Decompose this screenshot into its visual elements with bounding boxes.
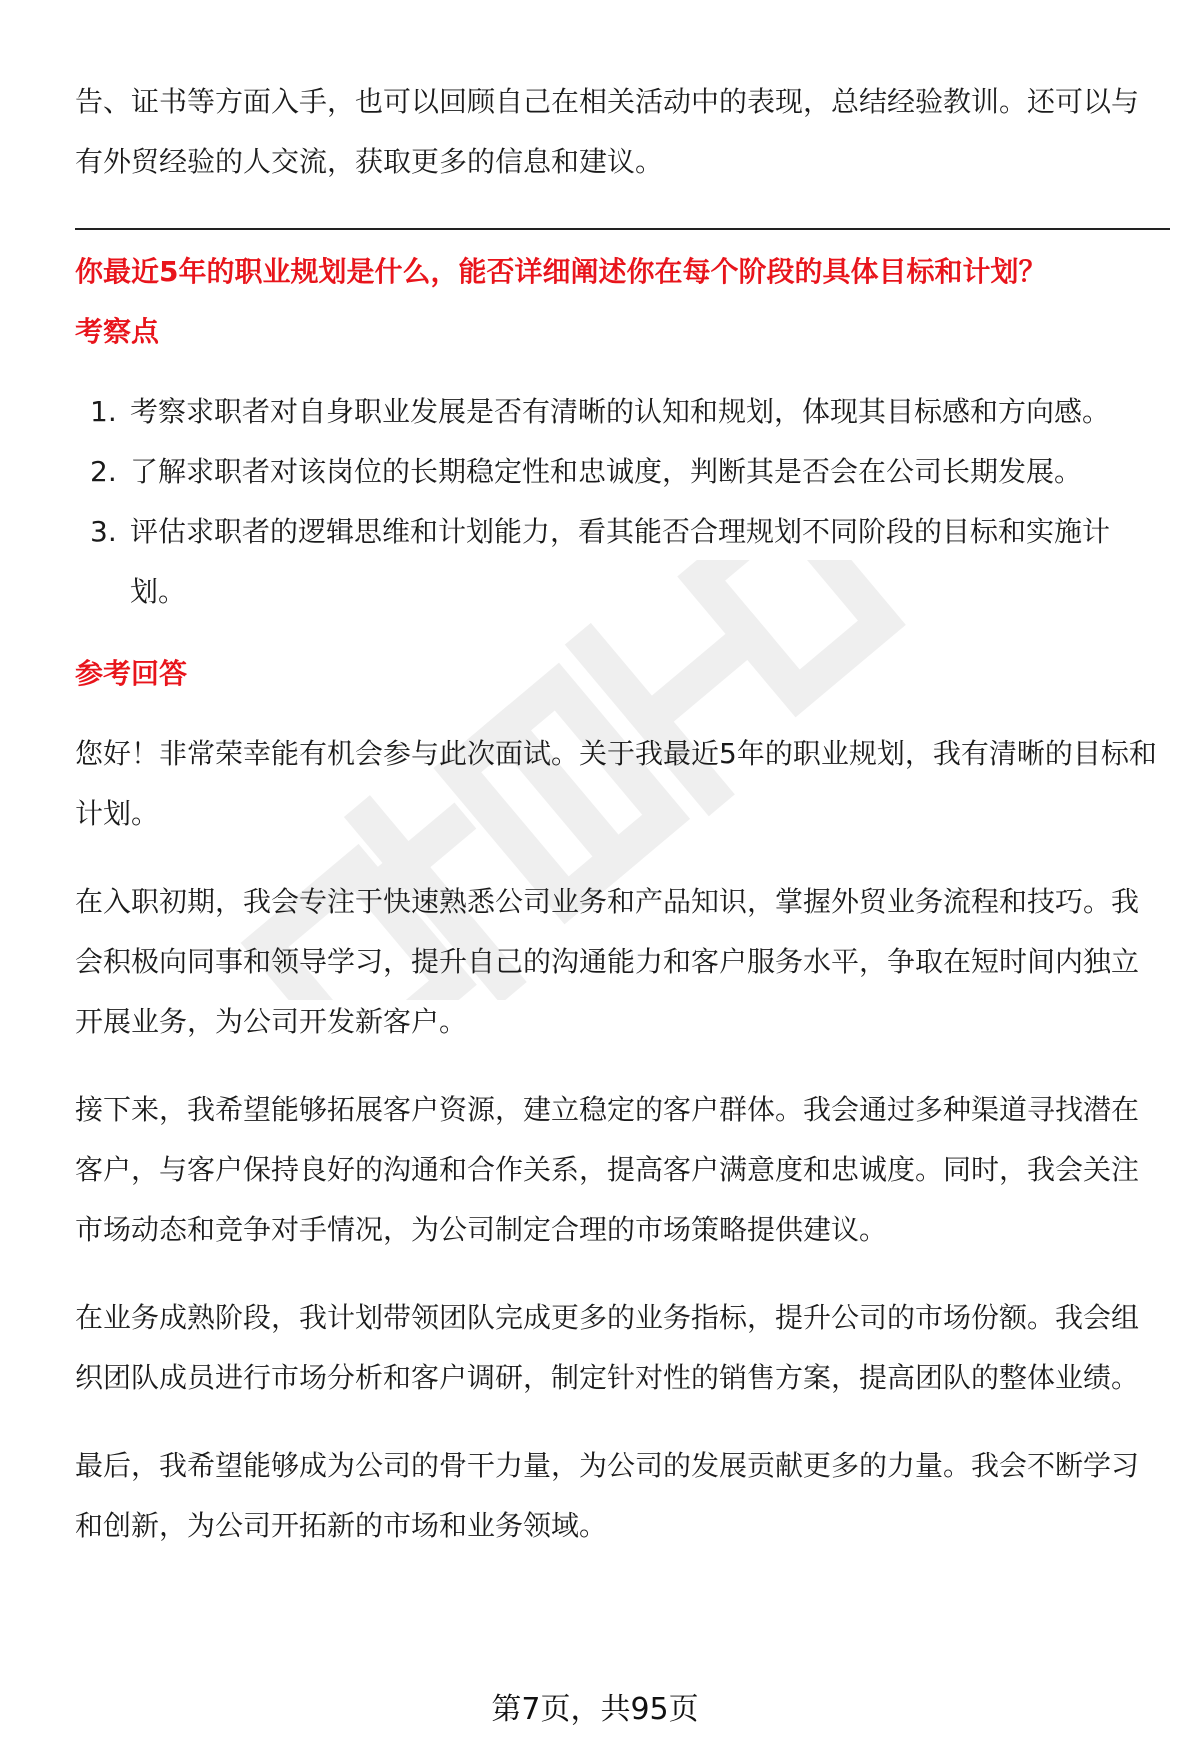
page-number: 第7页，共95页	[491, 1692, 699, 1727]
answer-paragraph: 接下来，我希望能够拓展客户资源，建立稳定的客户群体。我会通过多种渠道寻找潜在客户，与客户保持良好的沟通和合作关系，提高客户满意度和忠诚度。同时，我会关注市场动态和竞争对手情况，为公司制定合理的市场策略提供建议。	[75, 1093, 1140, 1246]
answer-body	[75, 724, 1165, 1556]
question-title: 你最近5年的职业规划是什么，能否详细阐述你在每个阶段的具体目标和计划？	[75, 255, 1047, 288]
answer-paragraph: 在入职初期，我会专注于快速熟悉公司业务和产品知识，掌握外贸业务流程和技巧。我会积极向同事和领导学习，提升自己的沟通能力和客户服务水平，争取在短时间内独立开展业务，为公司开发新客户。	[75, 885, 1140, 1038]
answer-label: 参考回答	[75, 657, 188, 690]
section-divider	[75, 228, 1170, 230]
answer-paragraph: 最后，我希望能够成为公司的骨干力量，为公司的发展贡献更多的力量。我会不断学习和创新，为公司开拓新的市场和业务领域。	[75, 1449, 1140, 1542]
intro-paragraph: 告、证书等方面入手，也可以回顾自己在相关活动中的表现，总结经验教训。还可以与有外贸经验的人交流，获取更多的信息和建议。	[75, 85, 1140, 178]
list-item-text: 了解求职者对该岗位的长期稳定性和忠诚度，判断其是否会在公司长期发展。	[130, 455, 1083, 488]
answer-paragraph: 您好！非常荣幸能有机会参与此次面试。关于我最近5年的职业规划，我有清晰的目标和计划。	[75, 737, 1157, 830]
list-item	[75, 442, 1165, 502]
list-item-text: 评估求职者的逻辑思维和计划能力，看其能否合理规划不同阶段的目标和实施计划。	[130, 515, 1111, 608]
list-item-number: 1.	[90, 395, 117, 428]
answer-paragraph: 在业务成熟阶段，我计划带领团队完成更多的业务指标，提升公司的市场份额。我会组织团队成员进行市场分析和客户调研，制定针对性的销售方案，提高团队的整体业绩。	[75, 1301, 1140, 1394]
focus-label: 考察点	[75, 315, 160, 348]
list-item	[75, 502, 1165, 622]
document-body	[75, 72, 1165, 1556]
list-item	[75, 382, 1165, 442]
list-item-text: 考察求职者对自身职业发展是否有清晰的认知和规划，体现其目标感和方向感。	[130, 395, 1111, 428]
list-item-number: 3.	[90, 515, 117, 548]
focus-points-list	[75, 382, 1165, 622]
list-item-number: 2.	[90, 455, 117, 488]
